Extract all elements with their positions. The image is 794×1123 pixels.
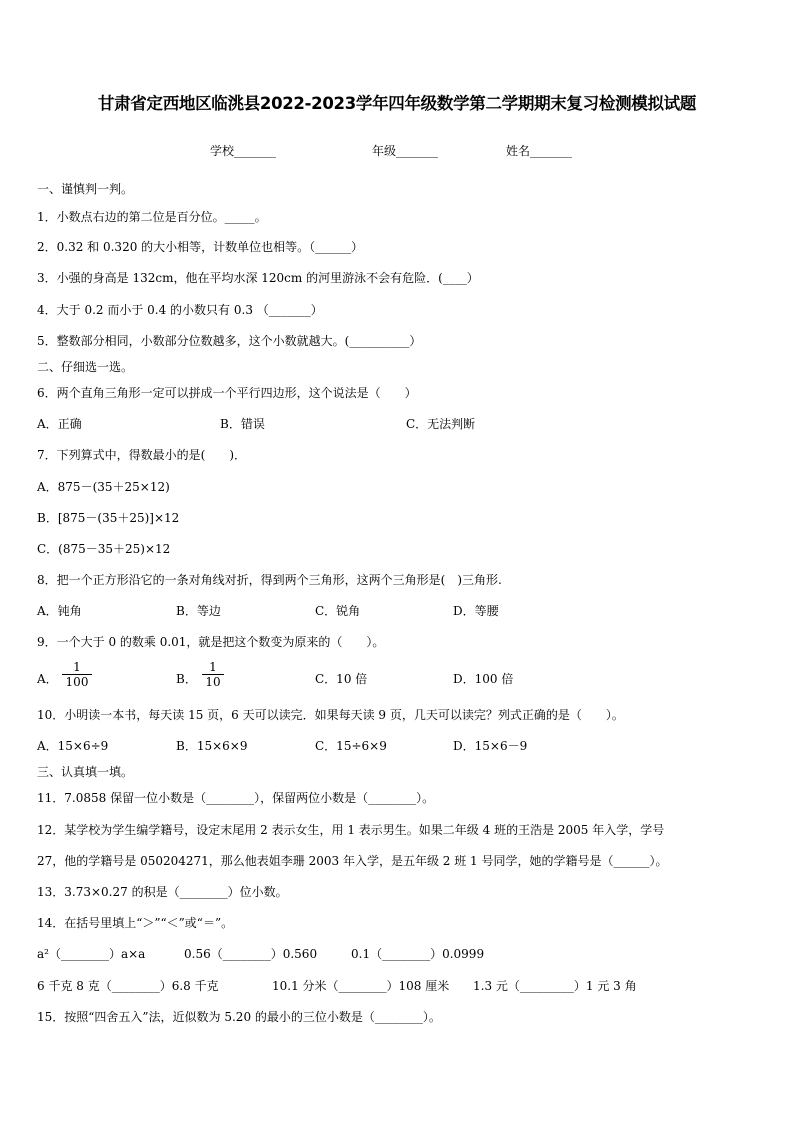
q9-option-b-label[interactable]: B． [176,672,197,686]
question-12-line-2: 27，他的学籍号是 050204271，那么他表姐李珊 2003 年入学，是五年级 2 班 1 号同学，她的学籍号是（______）。 [37,854,668,868]
q9-b-numerator: 1 [209,660,217,674]
q9-option-b-fraction [202,660,224,689]
grade-field[interactable]: 年级_______ [372,144,439,158]
q14-item-3: 0.1（________）0.0999 [351,947,485,961]
q10-option-b[interactable]: B．15×6×9 [176,739,248,753]
page-title: 甘肃省定西地区临洮县2022-2023学年四年级数学第二学期期末复习检测模拟试题 [97,94,697,113]
question-9: 9．一个大于 0 的数乘 0.01，就是把这个数变为原来的（ ）。 [37,635,385,649]
q7-option-a[interactable]: A．875－(35＋25×12) [37,480,170,494]
question-11: 11．7.0858 保留一位小数是（________），保留两位小数是（________）。 [37,791,435,805]
q14-item-2: 0.56（________）0.560 [184,947,318,961]
q9-a-denominator: 100 [65,675,89,689]
question-10: 10．小明读一本书，每天读 15 页，6 天可以读完．如果每天读 9 页，几天可以读完？列式正确的是（ ）。 [37,708,624,722]
section-heading-3: 三、认真填一填。 [37,765,134,779]
q14-item-1: a²（________）a×a [37,947,146,961]
question-13: 13．3.73×0.27 的积是（________）位小数。 [37,885,288,899]
question-15: 15．按照“四舍五入”法，近似数为 5.20 的最小的三位小数是（________）。 [37,1010,441,1024]
q9-option-c[interactable]: C．10 倍 [315,672,368,686]
q14-item-4: 6 千克 8 克（________）6.8 千克 [37,979,219,993]
question-8: 8．把一个正方形沿它的一条对角线对折，得到两个三角形，这两个三角形是( )三角形. [37,573,502,587]
q14-item-5: 10.1 分米（________）108 厘米 [272,979,450,993]
q8-option-c[interactable]: C．锐角 [315,604,361,618]
q7-option-c[interactable]: C．(875－35＋25)×12 [37,542,171,556]
q8-option-d[interactable]: D．等腰 [453,604,499,618]
question-1: 1．小数点右边的第二位是百分位。_____。 [37,210,267,224]
q6-option-a[interactable]: A．正确 [37,417,82,431]
question-14: 14．在括号里填上“＞”“＜”或“＝”。 [37,916,234,930]
q9-option-a-label[interactable]: A． [37,672,58,686]
q9-b-denominator: 10 [205,675,221,689]
q8-option-a[interactable]: A．钝角 [37,604,82,618]
question-7: 7．下列算式中，得数最小的是( )． [37,448,246,462]
question-4: 4．大于 0.2 而小于 0.4 的小数只有 0.3 （_______） [37,303,323,317]
q6-option-b[interactable]: B．错误 [220,417,265,431]
q10-option-c[interactable]: C．15÷6×9 [315,739,387,753]
q7-option-b[interactable]: B．[875－(35＋25)]×12 [37,511,180,525]
q8-option-b[interactable]: B．等边 [176,604,221,618]
question-3: 3．小强的身高是 132cm，他在平均水深 120cm 的河里游泳不会有危险．(____） [37,271,479,285]
question-2: 2．0.32 和 0.320 的大小相等，计数单位也相等。（______） [37,240,364,254]
q6-option-c[interactable]: C．无法判断 [406,417,476,431]
school-field[interactable]: 学校_______ [210,144,277,158]
q9-option-a-fraction [62,660,92,689]
section-heading-1: 一、谨慎判一判。 [37,182,134,196]
question-6: 6．两个直角三角形一定可以拼成一个平行四边形，这个说法是（ ） [37,386,417,400]
section-heading-2: 二、仔细选一选。 [37,360,134,374]
q10-option-d[interactable]: D．15×6－9 [453,739,528,753]
question-12-line-1: 12．某学校为学生编学籍号，设定末尾用 2 表示女生，用 1 表示男生。如果二年级 4 班的王浩是 2005 年入学，学号 [37,823,665,837]
question-5: 5．整数部分相同，小数部分位数越多，这个小数就越大。(__________） [37,334,422,348]
q14-item-6: 1.3 元（_________）1 元 3 角 [473,979,637,993]
q9-a-numerator: 1 [73,660,81,674]
q10-option-a[interactable]: A．15×6÷9 [37,739,109,753]
name-field[interactable]: 姓名_______ [506,144,573,158]
q9-option-d[interactable]: D．100 倍 [453,672,514,686]
